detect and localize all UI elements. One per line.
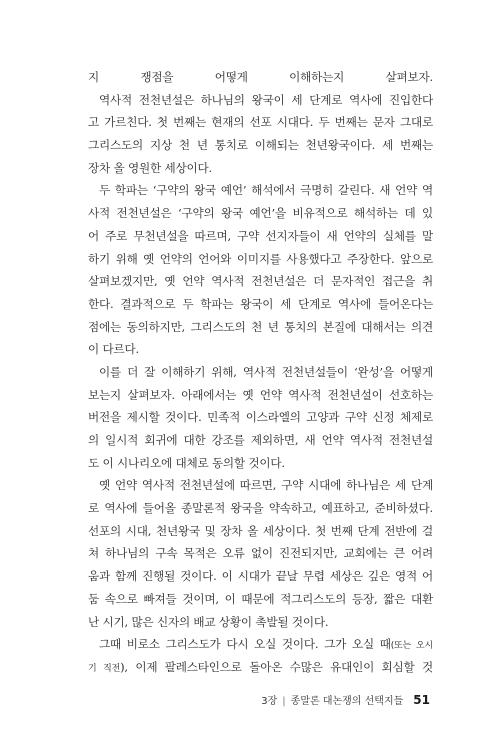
text-line: 버전을 제시할 것이다. 민족적 이스라엘의 고양과 구약 신정 체제로 xyxy=(88,410,433,425)
footer-separator: | xyxy=(282,696,286,707)
text-line: 역사적 전천년설은 하나님의 왕국이 세 단계로 역사에 진입한다 xyxy=(99,92,433,107)
text-line: 움과 함께 진행될 것이다. 이 시대가 끝날 무렵 세상은 깊은 영적 어 xyxy=(88,569,433,584)
text-line: 하기 위해 옛 언약의 언어와 이미지를 사용했다고 주장한다. 앞으로 xyxy=(88,251,433,266)
text-line: 어 주로 무천년설을 따르며, 구약 선지자들이 새 언약의 실체를 말 xyxy=(88,228,433,243)
text-line: 그리스도의 지상 천 년 통치로 이해되는 천년왕국이다. 세 번째는 xyxy=(88,138,433,153)
text-line: 고 가르친다. 첫 번째는 현재의 선포 시대다. 두 번째는 문자 그대로 xyxy=(88,115,433,130)
page-number: 51 xyxy=(413,693,430,707)
text-line: 보는지 살펴보자. 아래에서는 옛 언약 역사적 전천년설이 선호하는 xyxy=(88,387,433,402)
text-line: 도 이 시나리오에 대체로 동의할 것이다. xyxy=(88,455,285,470)
text-line: 쳐 하나님의 구속 목적은 오류 없이 진전되지만, 교회에는 큰 어려 xyxy=(88,546,433,561)
text-line: 장차 올 영원한 세상이다. xyxy=(88,160,212,175)
text-line: 사적 전천년설은 ‘구약의 왕국 예언’을 비유적으로 해석하는 데 있 xyxy=(88,206,433,221)
text-line: 난 시기, 많은 신자의 배교 상황이 촉발될 것이다. xyxy=(88,614,329,629)
text-line: 의 일시적 회귀에 대한 강조를 제외하면, 새 언약 역사적 전천년설 xyxy=(88,433,433,447)
text-line: 두 학파는 ‘구약의 왕국 예언’ 해석에서 극명히 갈린다. 새 언약 역 xyxy=(99,183,433,198)
text-line: 한다. 결과적으로 두 학파는 왕국이 세 단계로 역사에 들어온다는 xyxy=(88,296,433,311)
text-line: 살펴보겠지만, 옛 언약 역사적 전천년설은 더 문자적인 접근을 취 xyxy=(88,274,433,289)
chapter-number: 3장 xyxy=(261,696,278,707)
text-line: 지 쟁점을 어떻게 이해하는지 살펴보자. xyxy=(88,70,433,84)
small-note: (또는 오시 xyxy=(390,641,433,652)
text-line: 점에는 동의하지만, 그리스도의 천 년 통치의 본질에 대해서는 의견 xyxy=(88,319,433,334)
text-line xyxy=(88,633,433,656)
text-segment: 그때 비로소 그리스도가 다시 오실 것이다. 그가 오실 때 xyxy=(99,637,391,652)
text-line: 옛 언약 역사적 전천년설에 따르면, 구약 시대에 하나님은 세 단계 xyxy=(99,478,433,493)
text-line: 이를 더 잘 이해하기 위해, 역사적 전천년설들이 ‘완성’을 어떻게 xyxy=(99,364,433,379)
body-text xyxy=(88,66,433,679)
chapter-title: 종말론 대논쟁의 선택지들 xyxy=(290,696,404,707)
page-footer xyxy=(261,692,430,707)
small-note-end: 기 직전 xyxy=(88,663,121,674)
text-line: 로 역사에 들어올 종말론적 왕국을 약속하고, 예표하고, 준비하셨다. xyxy=(88,501,433,516)
text-segment: ), 이제 팔레스타인으로 돌아온 수많은 유대인이 회심할 것 xyxy=(120,659,433,674)
text-line: 이 다르다. xyxy=(88,342,139,357)
text-line: 선포의 시대, 천년왕국 및 장차 올 세상이다. 첫 번째 단계 전반에 걸 xyxy=(88,523,433,538)
text-line: 둠 속으로 빠져들 것이며, 이 때문에 적그리스도의 등장, 짧은 대환 xyxy=(88,591,433,606)
text-line xyxy=(88,656,433,679)
